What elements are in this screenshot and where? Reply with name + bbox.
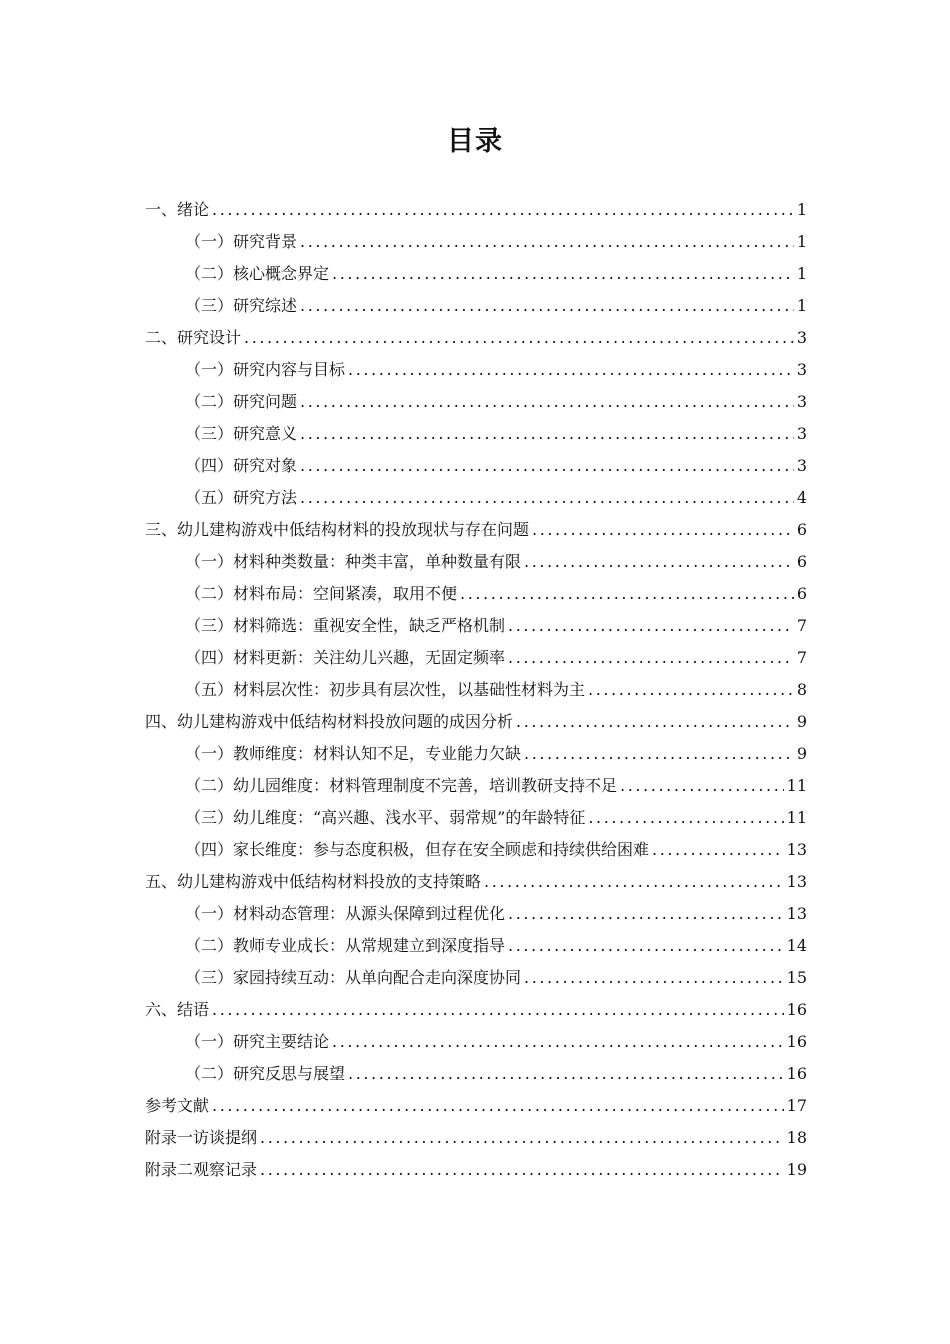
dot-leader (348, 1058, 784, 1090)
dot-leader (508, 930, 784, 962)
toc-entry-page-number: 3 (796, 328, 807, 347)
toc-entry-page-number: 3 (796, 456, 807, 475)
toc-entry-page-number: 6 (796, 552, 807, 571)
toc-entry-label: 五、幼儿建构游戏中低结构材料投放的支持策略 (145, 872, 482, 891)
toc-entry-label: 附录一访谈提纲 (145, 1128, 258, 1147)
toc-entry-page-number: 6 (796, 584, 807, 603)
dot-leader (332, 1026, 784, 1058)
toc-entry-page-number: 6 (796, 520, 807, 539)
toc-entry-page-number: 9 (796, 744, 807, 763)
toc-entry-page-number: 19 (786, 1160, 807, 1179)
toc-subsection-entry[interactable] (145, 738, 807, 770)
toc-subsection-entry[interactable] (145, 354, 807, 386)
toc-entry-label: 参考文献 (145, 1096, 210, 1115)
toc-entry-label: （二）材料布局：空间紧凑，取用不便 (185, 584, 458, 603)
toc-entry-page-number: 1 (796, 232, 807, 251)
toc-entry-label: （四）材料更新：关注幼儿兴趣，无固定频率 (185, 648, 506, 667)
dot-leader (524, 738, 794, 770)
toc-entry-page-number: 13 (786, 872, 807, 891)
dot-leader (260, 1154, 784, 1186)
toc-subsection-entry[interactable] (145, 962, 807, 994)
dot-leader (212, 1090, 784, 1122)
toc-entry-page-number: 1 (796, 200, 807, 219)
toc-entry-page-number: 1 (796, 296, 807, 315)
toc-entry-label: （三）研究意义 (185, 424, 298, 443)
dot-leader (524, 546, 794, 578)
toc-entry-page-number: 7 (796, 616, 807, 635)
toc-entry-label: （四）家长维度：参与态度积极，但存在安全顾虑和持续供给困难 (185, 840, 650, 859)
toc-entry-label: （一）教师维度：材料认知不足，专业能力欠缺 (185, 744, 522, 763)
toc-entry-page-number: 16 (786, 1000, 807, 1019)
toc-entry-label: 二、研究设计 (145, 328, 242, 347)
toc-entry-page-number: 7 (796, 648, 807, 667)
dot-leader (620, 770, 784, 802)
dot-leader (532, 514, 794, 546)
toc-entry-page-number: 13 (786, 840, 807, 859)
toc-subsection-entry[interactable] (145, 290, 807, 322)
toc-subsection-entry[interactable] (145, 578, 807, 610)
toc-entry-label: 一、绪论 (145, 200, 210, 219)
toc-subsection-entry[interactable] (145, 418, 807, 450)
toc-subsection-entry[interactable] (145, 546, 807, 578)
toc-entry-label: （一）研究主要结论 (185, 1032, 330, 1051)
toc-entry-label: （一）研究内容与目标 (185, 360, 346, 379)
toc-subsection-entry[interactable] (145, 482, 807, 514)
toc-entry-label: （一）研究背景 (185, 232, 298, 251)
toc-section-entry[interactable] (145, 1090, 807, 1122)
toc-entry-label: （四）研究对象 (185, 456, 298, 475)
toc-section-entry[interactable] (145, 322, 807, 354)
dot-leader (460, 578, 794, 610)
dot-leader (348, 354, 794, 386)
toc-entry-page-number: 14 (786, 936, 807, 955)
toc-entry-label: （二）核心概念界定 (185, 264, 330, 283)
toc-entry-label: 六、结语 (145, 1000, 210, 1019)
toc-entry-label: （二）幼儿园维度：材料管理制度不完善，培训教研支持不足 (185, 776, 618, 795)
table-of-contents (145, 194, 807, 1186)
toc-entry-page-number: 17 (786, 1096, 807, 1115)
toc-entry-page-number: 4 (796, 488, 807, 507)
toc-subsection-entry[interactable] (145, 930, 807, 962)
dot-leader (516, 706, 794, 738)
toc-subsection-entry[interactable] (145, 898, 807, 930)
dot-leader (300, 482, 794, 514)
toc-entry-page-number: 3 (796, 424, 807, 443)
dot-leader (508, 610, 794, 642)
toc-subsection-entry[interactable] (145, 1026, 807, 1058)
toc-entry-page-number: 15 (786, 968, 807, 987)
toc-subsection-entry[interactable] (145, 770, 807, 802)
dot-leader (588, 674, 794, 706)
toc-entry-page-number: 1 (796, 264, 807, 283)
toc-entry-page-number: 3 (796, 392, 807, 411)
page-title: 目录 (447, 126, 503, 157)
toc-entry-page-number: 18 (786, 1128, 807, 1147)
dot-leader (300, 290, 794, 322)
toc-entry-label: （三）家园持续互动：从单向配合走向深度协同 (185, 968, 522, 987)
toc-entry-label: （三）研究综述 (185, 296, 298, 315)
toc-entry-label: （一）材料种类数量：种类丰富，单种数量有限 (185, 552, 522, 571)
toc-entry-page-number: 16 (786, 1064, 807, 1083)
toc-entry-label: （三）幼儿维度：“高兴趣、浅水平、弱常规”的年龄特征 (185, 808, 586, 827)
toc-entry-label: （五）材料层次性：初步具有层次性，以基础性材料为主 (185, 680, 586, 699)
toc-subsection-entry[interactable] (145, 386, 807, 418)
toc-subsection-entry[interactable] (145, 674, 807, 706)
toc-entry-page-number: 16 (786, 1032, 807, 1051)
toc-entry-page-number: 3 (796, 360, 807, 379)
toc-entry-label: （三）材料筛选：重视安全性，缺乏严格机制 (185, 616, 506, 635)
toc-entry-page-number: 8 (796, 680, 807, 699)
toc-entry-page-number: 9 (796, 712, 807, 731)
dot-leader (508, 642, 794, 674)
toc-section-entry[interactable] (145, 514, 807, 546)
toc-subsection-entry[interactable] (145, 450, 807, 482)
dot-leader (300, 418, 794, 450)
dot-leader (300, 226, 794, 258)
toc-section-entry[interactable] (145, 1154, 807, 1186)
toc-section-entry[interactable] (145, 994, 807, 1026)
dot-leader (244, 322, 794, 354)
dot-leader (212, 194, 794, 226)
dot-leader (260, 1122, 784, 1154)
toc-entry-page-number: 11 (786, 808, 807, 827)
toc-section-entry[interactable] (145, 194, 807, 226)
dot-leader (300, 450, 794, 482)
dot-leader (300, 386, 794, 418)
toc-entry-label: 四、幼儿建构游戏中低结构材料投放问题的成因分析 (145, 712, 514, 731)
toc-section-entry[interactable] (145, 706, 807, 738)
dot-leader (588, 802, 783, 834)
toc-entry-label: （五）研究方法 (185, 488, 298, 507)
toc-entry-label: （二）研究反思与展望 (185, 1064, 346, 1083)
dot-leader (652, 834, 784, 866)
toc-entry-page-number: 13 (786, 904, 807, 923)
toc-subsection-entry[interactable] (145, 834, 807, 866)
dot-leader (484, 866, 784, 898)
toc-subsection-entry[interactable] (145, 642, 807, 674)
toc-section-entry[interactable] (145, 866, 807, 898)
toc-subsection-entry[interactable] (145, 258, 807, 290)
toc-entry-label: （一）材料动态管理：从源头保障到过程优化 (185, 904, 506, 923)
dot-leader (212, 994, 784, 1026)
dot-leader (508, 898, 784, 930)
toc-subsection-entry[interactable] (145, 226, 807, 258)
toc-subsection-entry[interactable] (145, 802, 807, 834)
toc-entry-label: 三、幼儿建构游戏中低结构材料的投放现状与存在问题 (145, 520, 530, 539)
dot-leader (524, 962, 784, 994)
toc-entry-label: 附录二观察记录 (145, 1160, 258, 1179)
toc-subsection-entry[interactable] (145, 1058, 807, 1090)
toc-entry-label: （二）教师专业成长：从常规建立到深度指导 (185, 936, 506, 955)
toc-entry-label: （二）研究问题 (185, 392, 298, 411)
toc-section-entry[interactable] (145, 1122, 807, 1154)
toc-subsection-entry[interactable] (145, 610, 807, 642)
toc-entry-page-number: 11 (786, 776, 807, 795)
dot-leader (332, 258, 794, 290)
